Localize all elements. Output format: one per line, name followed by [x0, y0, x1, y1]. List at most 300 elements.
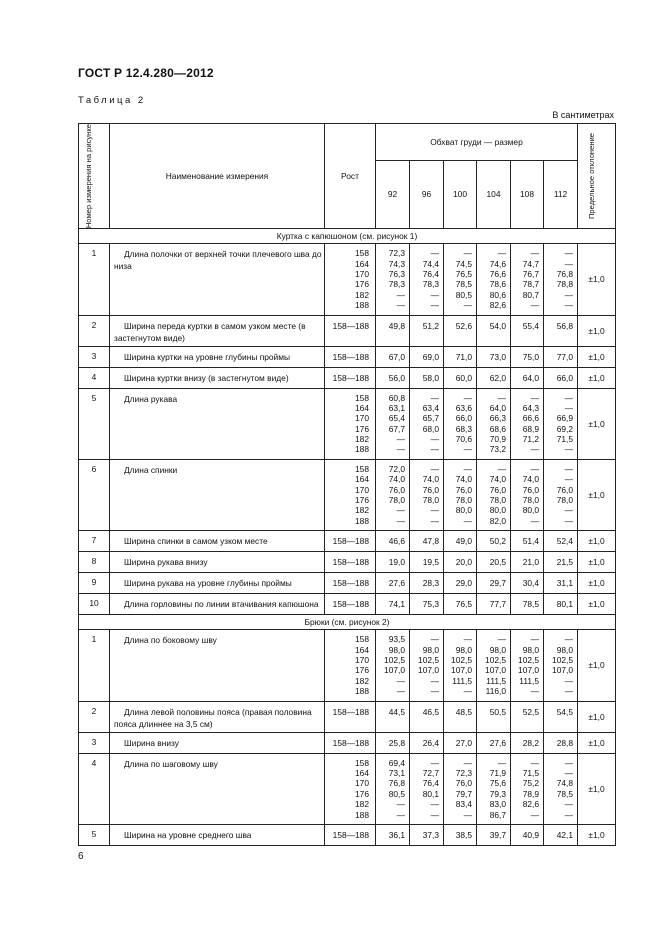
size-value: 76,0: [455, 484, 472, 495]
height-value: 158: [355, 634, 369, 645]
size-value: —: [564, 444, 573, 455]
height-value: 158—188: [332, 706, 369, 717]
size-value: 52,5: [522, 706, 539, 717]
size-value: —: [430, 463, 439, 474]
height-value: 188: [355, 444, 369, 455]
height-value: 188: [355, 686, 369, 697]
value-cell: [376, 732, 410, 753]
size-value: 25,8: [388, 737, 405, 748]
value-cell: [376, 346, 410, 367]
value-cell: [544, 315, 578, 346]
size-value: —: [564, 300, 573, 311]
value-cell: [376, 531, 410, 552]
measurement-name: Ширина рукава внизу: [110, 552, 325, 573]
value-cell: [544, 552, 578, 573]
size-value: 98,0: [556, 644, 573, 655]
size-value: 65,4: [388, 413, 405, 424]
table-row: [79, 753, 616, 824]
size-value: 102,5: [418, 654, 439, 665]
size-value: 67,7: [388, 423, 405, 434]
size-value: 63,6: [455, 402, 472, 413]
size-value: 76,0: [422, 484, 439, 495]
size-value: 82,6: [489, 300, 506, 311]
deviation-value: ±1,0: [578, 630, 616, 701]
size-value: 98,0: [422, 644, 439, 655]
size-value: 80,7: [522, 289, 539, 300]
size-value: 28,8: [556, 737, 573, 748]
size-value: 29,7: [489, 578, 506, 589]
size-value: 83,0: [489, 799, 506, 810]
size-value: 64,3: [522, 402, 539, 413]
value-cell: [376, 630, 410, 701]
row-number: 7: [79, 531, 110, 552]
value-cell: [410, 732, 444, 753]
deviation-value: ±1,0: [578, 732, 616, 753]
row-number: 2: [79, 315, 110, 346]
height-cell: [325, 315, 376, 346]
size-value: 78,3: [422, 279, 439, 290]
height-value: 158—188: [332, 578, 369, 589]
value-cell: [410, 315, 444, 346]
size-value: 78,9: [522, 788, 539, 799]
size-value: —: [497, 392, 506, 403]
value-cell: [444, 244, 477, 315]
section-title: Брюки (см. рисунок 2): [79, 615, 616, 630]
size-value: 27,6: [388, 578, 405, 589]
height-value: 170: [355, 268, 369, 279]
size-value: —: [430, 686, 439, 697]
value-cell: [477, 630, 511, 701]
size-value: 30,4: [522, 578, 539, 589]
value-cell: [511, 244, 544, 315]
size-value: 73,2: [489, 444, 506, 455]
size-value: 79,3: [489, 788, 506, 799]
value-cell: [511, 552, 544, 573]
size-value: 50,5: [489, 706, 506, 717]
size-value: —: [463, 634, 472, 645]
size-value: 42,1: [556, 829, 573, 840]
measurement-name: Длина горловины по линии втачивания капюшона: [110, 594, 325, 615]
col-header-num: Номер измерения на рисунке: [79, 124, 110, 229]
measurement-name: Ширина внизу: [110, 732, 325, 753]
value-cell: [444, 388, 477, 459]
height-value: 158: [355, 392, 369, 403]
size-value: 78,8: [556, 279, 573, 290]
deviation-value: ±1,0: [578, 701, 616, 732]
value-cell: [477, 244, 511, 315]
value-cell: [477, 459, 511, 530]
size-header: 108: [511, 160, 544, 229]
size-header: 104: [477, 160, 511, 229]
deviation-value: ±1,0: [578, 753, 616, 824]
deviation-value: ±1,0: [578, 459, 616, 530]
height-value: 176: [355, 788, 369, 799]
size-value: 29,0: [455, 578, 472, 589]
height-value: 188: [355, 809, 369, 820]
size-value: —: [430, 799, 439, 810]
height-value: 170: [355, 484, 369, 495]
size-value: —: [497, 463, 506, 474]
size-value: —: [530, 757, 539, 768]
size-value: 76,8: [556, 268, 573, 279]
col-header-deviation: Предельное отклонение: [578, 124, 616, 229]
height-value: 188: [355, 515, 369, 526]
value-cell: [477, 531, 511, 552]
size-value: 107,0: [451, 665, 472, 676]
row-number: 6: [79, 459, 110, 530]
size-value: 38,5: [455, 829, 472, 840]
value-cell: [477, 388, 511, 459]
size-value: —: [463, 686, 472, 697]
size-value: 54,0: [489, 320, 506, 331]
size-value: 68,6: [489, 423, 506, 434]
height-cell: [325, 459, 376, 530]
height-cell: [325, 552, 376, 573]
size-value: 102,5: [384, 654, 405, 665]
height-value: 182: [355, 434, 369, 445]
size-value: —: [564, 809, 573, 820]
size-value: 111,5: [519, 675, 539, 686]
size-value: 70,6: [455, 434, 472, 445]
size-value: —: [396, 505, 405, 516]
value-cell: [511, 630, 544, 701]
height-value: 158—188: [332, 320, 369, 331]
size-value: 76,0: [556, 484, 573, 495]
size-value: 76,0: [455, 778, 472, 789]
size-value: —: [430, 248, 439, 259]
size-value: 102,5: [451, 654, 472, 665]
size-value: 80,0: [455, 505, 472, 516]
size-value: 78,5: [556, 788, 573, 799]
value-cell: [444, 552, 477, 573]
size-value: 78,7: [522, 279, 539, 290]
size-value: 56,8: [556, 320, 573, 331]
value-cell: [511, 315, 544, 346]
size-value: —: [396, 686, 405, 697]
size-value: —: [564, 686, 573, 697]
table-row: [79, 531, 616, 552]
size-value: 78,0: [556, 495, 573, 506]
value-cell: [410, 346, 444, 367]
size-value: 26,4: [422, 737, 439, 748]
size-value: 48,5: [455, 706, 472, 717]
size-value: 107,0: [418, 665, 439, 676]
value-cell: [376, 573, 410, 594]
size-value: 74,6: [489, 258, 506, 269]
size-value: 66,0: [455, 413, 472, 424]
height-value: 176: [355, 423, 369, 434]
size-value: 71,5: [556, 434, 573, 445]
size-value: 74,0: [422, 474, 439, 485]
row-number: 5: [79, 824, 110, 845]
size-value: —: [564, 289, 573, 300]
value-cell: [511, 388, 544, 459]
size-value: 116,0: [485, 686, 506, 697]
size-value: 78,0: [489, 495, 506, 506]
size-value: 49,8: [388, 320, 405, 331]
size-value: —: [564, 675, 573, 686]
height-value: 188: [355, 300, 369, 311]
section-row: [79, 615, 616, 630]
table-row: [79, 824, 616, 845]
height-value: 158: [355, 757, 369, 768]
size-value: —: [463, 248, 472, 259]
row-number: 8: [79, 552, 110, 573]
height-value: 164: [355, 474, 369, 485]
size-value: 72,3: [455, 767, 472, 778]
value-cell: [544, 531, 578, 552]
size-value: —: [564, 757, 573, 768]
size-value: 21,5: [556, 557, 573, 568]
size-value: 58,0: [422, 372, 439, 383]
size-value: —: [564, 505, 573, 516]
size-value: 54,5: [556, 706, 573, 717]
size-value: 71,0: [455, 351, 472, 362]
table-row: [79, 346, 616, 367]
height-cell: [325, 388, 376, 459]
value-cell: [477, 367, 511, 388]
size-value: —: [497, 634, 506, 645]
value-cell: [444, 732, 477, 753]
value-cell: [511, 573, 544, 594]
table-row: [79, 315, 616, 346]
size-value: —: [530, 392, 539, 403]
size-value: —: [430, 515, 439, 526]
size-value: —: [564, 515, 573, 526]
value-cell: [376, 824, 410, 845]
row-number: 2: [79, 701, 110, 732]
size-value: —: [463, 757, 472, 768]
value-cell: [544, 459, 578, 530]
value-cell: [477, 315, 511, 346]
page-number: 6: [78, 851, 84, 862]
size-value: —: [564, 402, 573, 413]
size-value: 40,9: [522, 829, 539, 840]
size-value: 62,0: [489, 372, 506, 383]
table-body: [79, 229, 616, 846]
size-value: 102,5: [485, 654, 506, 665]
table-caption: Таблица 2: [78, 95, 146, 106]
size-value: 44,5: [388, 706, 405, 717]
value-cell: [444, 630, 477, 701]
size-value: 77,7: [489, 599, 506, 610]
height-value: 158—188: [332, 599, 369, 610]
height-value: 182: [355, 505, 369, 516]
size-value: 76,6: [489, 268, 506, 279]
size-value: 65,7: [422, 413, 439, 424]
value-cell: [477, 824, 511, 845]
size-value: 69,2: [556, 423, 573, 434]
value-cell: [376, 552, 410, 573]
row-number: 4: [79, 753, 110, 824]
size-value: —: [430, 444, 439, 455]
size-value: 75,3: [422, 599, 439, 610]
size-value: 111,5: [486, 675, 506, 686]
size-header: 112: [544, 160, 578, 229]
size-value: 76,5: [455, 599, 472, 610]
height-value: 164: [355, 767, 369, 778]
height-value: 176: [355, 495, 369, 506]
height-value: 176: [355, 279, 369, 290]
size-value: —: [564, 474, 573, 485]
size-value: 71,5: [522, 767, 539, 778]
value-cell: [410, 244, 444, 315]
size-value: —: [396, 444, 405, 455]
size-value: —: [396, 799, 405, 810]
size-value: 55,4: [522, 320, 539, 331]
size-value: —: [396, 434, 405, 445]
size-value: 63,1: [388, 402, 405, 413]
size-value: 76,0: [522, 484, 539, 495]
size-value: 79,7: [455, 788, 472, 799]
size-value: 39,7: [489, 829, 506, 840]
size-value: 70,9: [489, 434, 506, 445]
measurement-name: Длина спинки: [110, 459, 325, 530]
value-cell: [376, 367, 410, 388]
size-value: —: [430, 434, 439, 445]
measurement-name: Длина по боковому шву: [110, 630, 325, 701]
size-value: 80,1: [556, 599, 573, 610]
value-cell: [376, 315, 410, 346]
size-value: 74,3: [388, 258, 405, 269]
size-value: 72,3: [388, 248, 405, 259]
value-cell: [477, 732, 511, 753]
size-value: 63,4: [422, 402, 439, 413]
size-value: 107,0: [384, 665, 405, 676]
size-value: 78,0: [455, 495, 472, 506]
height-value: 176: [355, 665, 369, 676]
value-cell: [544, 753, 578, 824]
size-value: 80,5: [388, 788, 405, 799]
size-value: —: [463, 515, 472, 526]
size-value: 107,0: [552, 665, 573, 676]
value-cell: [444, 573, 477, 594]
value-cell: [511, 824, 544, 845]
size-value: 28,3: [422, 578, 439, 589]
height-value: 182: [355, 289, 369, 300]
measurement-name: Ширина переда куртки в самом узком месте (в застегнутом виде): [110, 315, 325, 346]
size-value: —: [564, 258, 573, 269]
height-value: 158—188: [332, 557, 369, 568]
value-cell: [376, 459, 410, 530]
size-value: —: [463, 809, 472, 820]
size-value: —: [530, 248, 539, 259]
value-cell: [444, 346, 477, 367]
measurement-name: Ширина на уровне среднего шва: [110, 824, 325, 845]
deviation-value: ±1,0: [578, 552, 616, 573]
value-cell: [376, 594, 410, 615]
row-number: 3: [79, 732, 110, 753]
height-value: 170: [355, 413, 369, 424]
height-value: 158—188: [332, 737, 369, 748]
value-cell: [444, 315, 477, 346]
height-value: 158—188: [332, 536, 369, 547]
size-value: 78,6: [489, 279, 506, 290]
size-value: 75,0: [522, 351, 539, 362]
size-value: 73,0: [489, 351, 506, 362]
size-value: —: [430, 505, 439, 516]
size-value: —: [564, 248, 573, 259]
size-value: 56,0: [388, 372, 405, 383]
size-value: 19,0: [388, 557, 405, 568]
size-value: 71,2: [522, 434, 539, 445]
size-value: —: [564, 392, 573, 403]
height-cell: [325, 630, 376, 701]
value-cell: [410, 552, 444, 573]
size-value: —: [396, 809, 405, 820]
size-value: 76,0: [388, 484, 405, 495]
size-value: 68,3: [455, 423, 472, 434]
units-note: В сантиметрах: [552, 110, 614, 120]
size-value: 69,0: [422, 351, 439, 362]
size-value: —: [430, 675, 439, 686]
row-number: 1: [79, 244, 110, 315]
height-cell: [325, 367, 376, 388]
value-cell: [477, 701, 511, 732]
height-value: 158—188: [332, 351, 369, 362]
size-value: 75,6: [489, 778, 506, 789]
height-value: 164: [355, 258, 369, 269]
deviation-value: ±1,0: [578, 388, 616, 459]
value-cell: [376, 388, 410, 459]
row-number: 4: [79, 367, 110, 388]
size-value: 78,5: [455, 279, 472, 290]
value-cell: [444, 459, 477, 530]
size-value: —: [396, 515, 405, 526]
height-value: 158: [355, 248, 369, 259]
size-value: —: [430, 809, 439, 820]
size-value: 74,0: [489, 474, 506, 485]
size-value: —: [530, 463, 539, 474]
size-value: —: [396, 289, 405, 300]
size-value: —: [396, 675, 405, 686]
size-value: 31,1: [556, 578, 573, 589]
size-value: —: [564, 634, 573, 645]
deviation-value: ±1,0: [578, 531, 616, 552]
value-cell: [410, 594, 444, 615]
size-value: 102,5: [552, 654, 573, 665]
value-cell: [444, 753, 477, 824]
value-cell: [410, 630, 444, 701]
value-cell: [511, 753, 544, 824]
row-number: 9: [79, 573, 110, 594]
value-cell: [544, 824, 578, 845]
size-value: 80,0: [489, 505, 506, 516]
size-value: 76,5: [455, 268, 472, 279]
value-cell: [544, 346, 578, 367]
height-value: 170: [355, 778, 369, 789]
size-value: 78,5: [522, 599, 539, 610]
size-value: —: [530, 809, 539, 820]
value-cell: [477, 753, 511, 824]
size-value: 107,0: [485, 665, 506, 676]
table-row: [79, 244, 616, 315]
value-cell: [444, 594, 477, 615]
size-value: 76,4: [422, 268, 439, 279]
value-cell: [477, 594, 511, 615]
size-value: —: [463, 392, 472, 403]
measurement-name: Ширина спинки в самом узком месте: [110, 531, 325, 552]
deviation-value: ±1,0: [578, 315, 616, 346]
size-value: 64,0: [522, 372, 539, 383]
height-value: 158—188: [332, 372, 369, 383]
section-row: [79, 229, 616, 244]
height-value: 164: [355, 402, 369, 413]
table-row: [79, 459, 616, 530]
value-cell: [544, 367, 578, 388]
deviation-value: ±1,0: [578, 244, 616, 315]
size-value: 75,2: [522, 778, 539, 789]
